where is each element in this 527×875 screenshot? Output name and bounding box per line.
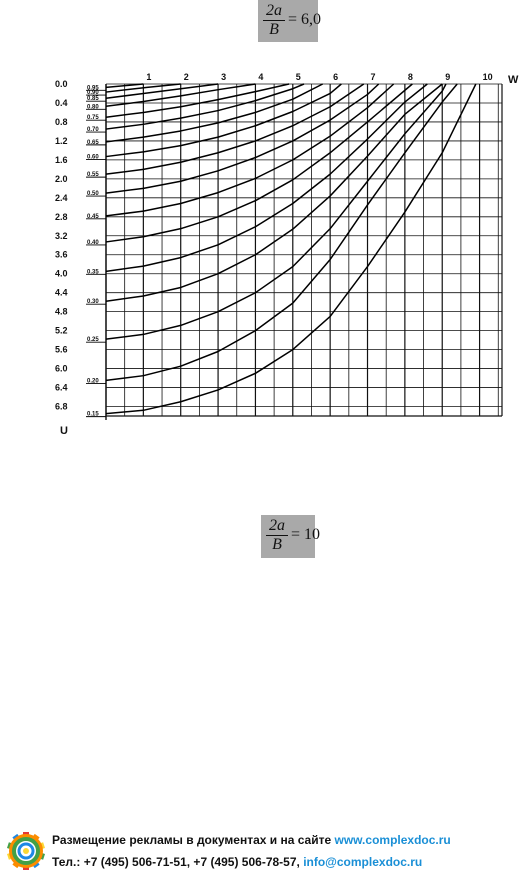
curve-0.45 — [106, 84, 394, 216]
y-tick-label: 6.0 — [55, 363, 68, 374]
y-tick-label: 1.2 — [55, 135, 68, 146]
curve-label: 0.70 — [87, 127, 99, 134]
y-tick-label: 2.8 — [55, 211, 68, 222]
fraction-numerator: 2a — [269, 517, 285, 534]
curve-label: 0.15 — [87, 411, 99, 418]
formula-value: = 10 — [291, 526, 321, 543]
curve-0.60 — [106, 84, 341, 157]
y-tick-label: 4.0 — [55, 268, 68, 279]
curve-label: 0.80 — [87, 104, 99, 111]
y-tick-label: 0.0 — [55, 79, 68, 89]
complexdoc-logo-icon — [6, 831, 46, 871]
fraction-numerator: 2a — [266, 2, 282, 19]
y-tick-label: 2.0 — [55, 173, 68, 184]
curve-label: 0.45 — [87, 213, 99, 220]
curve-label: 0.50 — [87, 191, 99, 198]
fraction-denominator: B — [269, 21, 279, 38]
curve-label: 0.75 — [87, 115, 99, 122]
x-axis-label: W — [508, 74, 519, 86]
curve-label: 0.25 — [87, 337, 99, 344]
formula-value: = 6,0 — [288, 11, 322, 28]
x-tick-label: 9 — [445, 72, 451, 82]
nomogram-chart — [0, 60, 527, 440]
x-tick-label: 1 — [146, 72, 152, 82]
y-tick-label: 0.4 — [55, 97, 68, 108]
curve-label: 0.30 — [87, 299, 99, 306]
x-tick-label: 6 — [333, 72, 339, 82]
y-tick-label: 4.8 — [55, 306, 68, 317]
fraction-denominator: B — [272, 536, 282, 553]
website-link[interactable]: www.complexdoc.ru — [334, 833, 451, 847]
x-tick-label: 4 — [258, 72, 264, 82]
curve-label: 0.90 — [87, 90, 99, 97]
curve-label: 0.65 — [87, 139, 99, 146]
y-tick-label: 6.4 — [55, 382, 68, 393]
y-tick-label: 6.8 — [55, 401, 68, 412]
ad-footer — [0, 828, 527, 875]
curve-label: 0.40 — [87, 239, 99, 246]
curve-label: 0.60 — [87, 154, 99, 161]
advertising-line — [52, 833, 451, 847]
curve-label: 0.85 — [87, 96, 99, 103]
fraction — [265, 517, 289, 554]
y-tick-label: 5.2 — [55, 325, 68, 336]
x-tick-label: 8 — [407, 72, 413, 82]
y-tick-label: 3.6 — [55, 249, 68, 260]
x-tick-label: 2 — [183, 72, 189, 82]
phone-text: Тел.: +7 (495) 506-71-51, +7 (495) 506-78-57, — [52, 855, 304, 869]
y-axis-label: U — [60, 425, 68, 437]
y-tick-label: 2.4 — [55, 192, 68, 203]
contact-line — [52, 855, 422, 869]
curve-label: 0.35 — [87, 269, 99, 276]
y-tick-label: 1.6 — [55, 154, 68, 165]
formula-2a-over-b-10 — [261, 515, 321, 558]
x-tick-label: 7 — [370, 72, 376, 82]
curve-0.55 — [106, 84, 364, 174]
y-tick-label: 5.6 — [55, 344, 68, 355]
curve-label: 0.20 — [87, 378, 99, 385]
email-link[interactable]: info@complexdoc.ru — [303, 855, 423, 869]
y-tick-label: 4.4 — [55, 287, 68, 298]
y-tick-label: 0.8 — [55, 116, 68, 127]
curve-label: 0.55 — [87, 172, 99, 179]
formula-2a-over-b-6 — [258, 0, 322, 42]
fraction — [262, 2, 286, 39]
x-tick-label: 10 — [482, 72, 493, 82]
x-tick-label: 5 — [295, 72, 301, 82]
curve-label: 0.95 — [87, 85, 99, 92]
advertising-text: Размещение рекламы в документах и на сайте — [52, 833, 335, 847]
y-tick-label: 3.2 — [55, 230, 68, 241]
x-tick-label: 3 — [221, 72, 227, 82]
